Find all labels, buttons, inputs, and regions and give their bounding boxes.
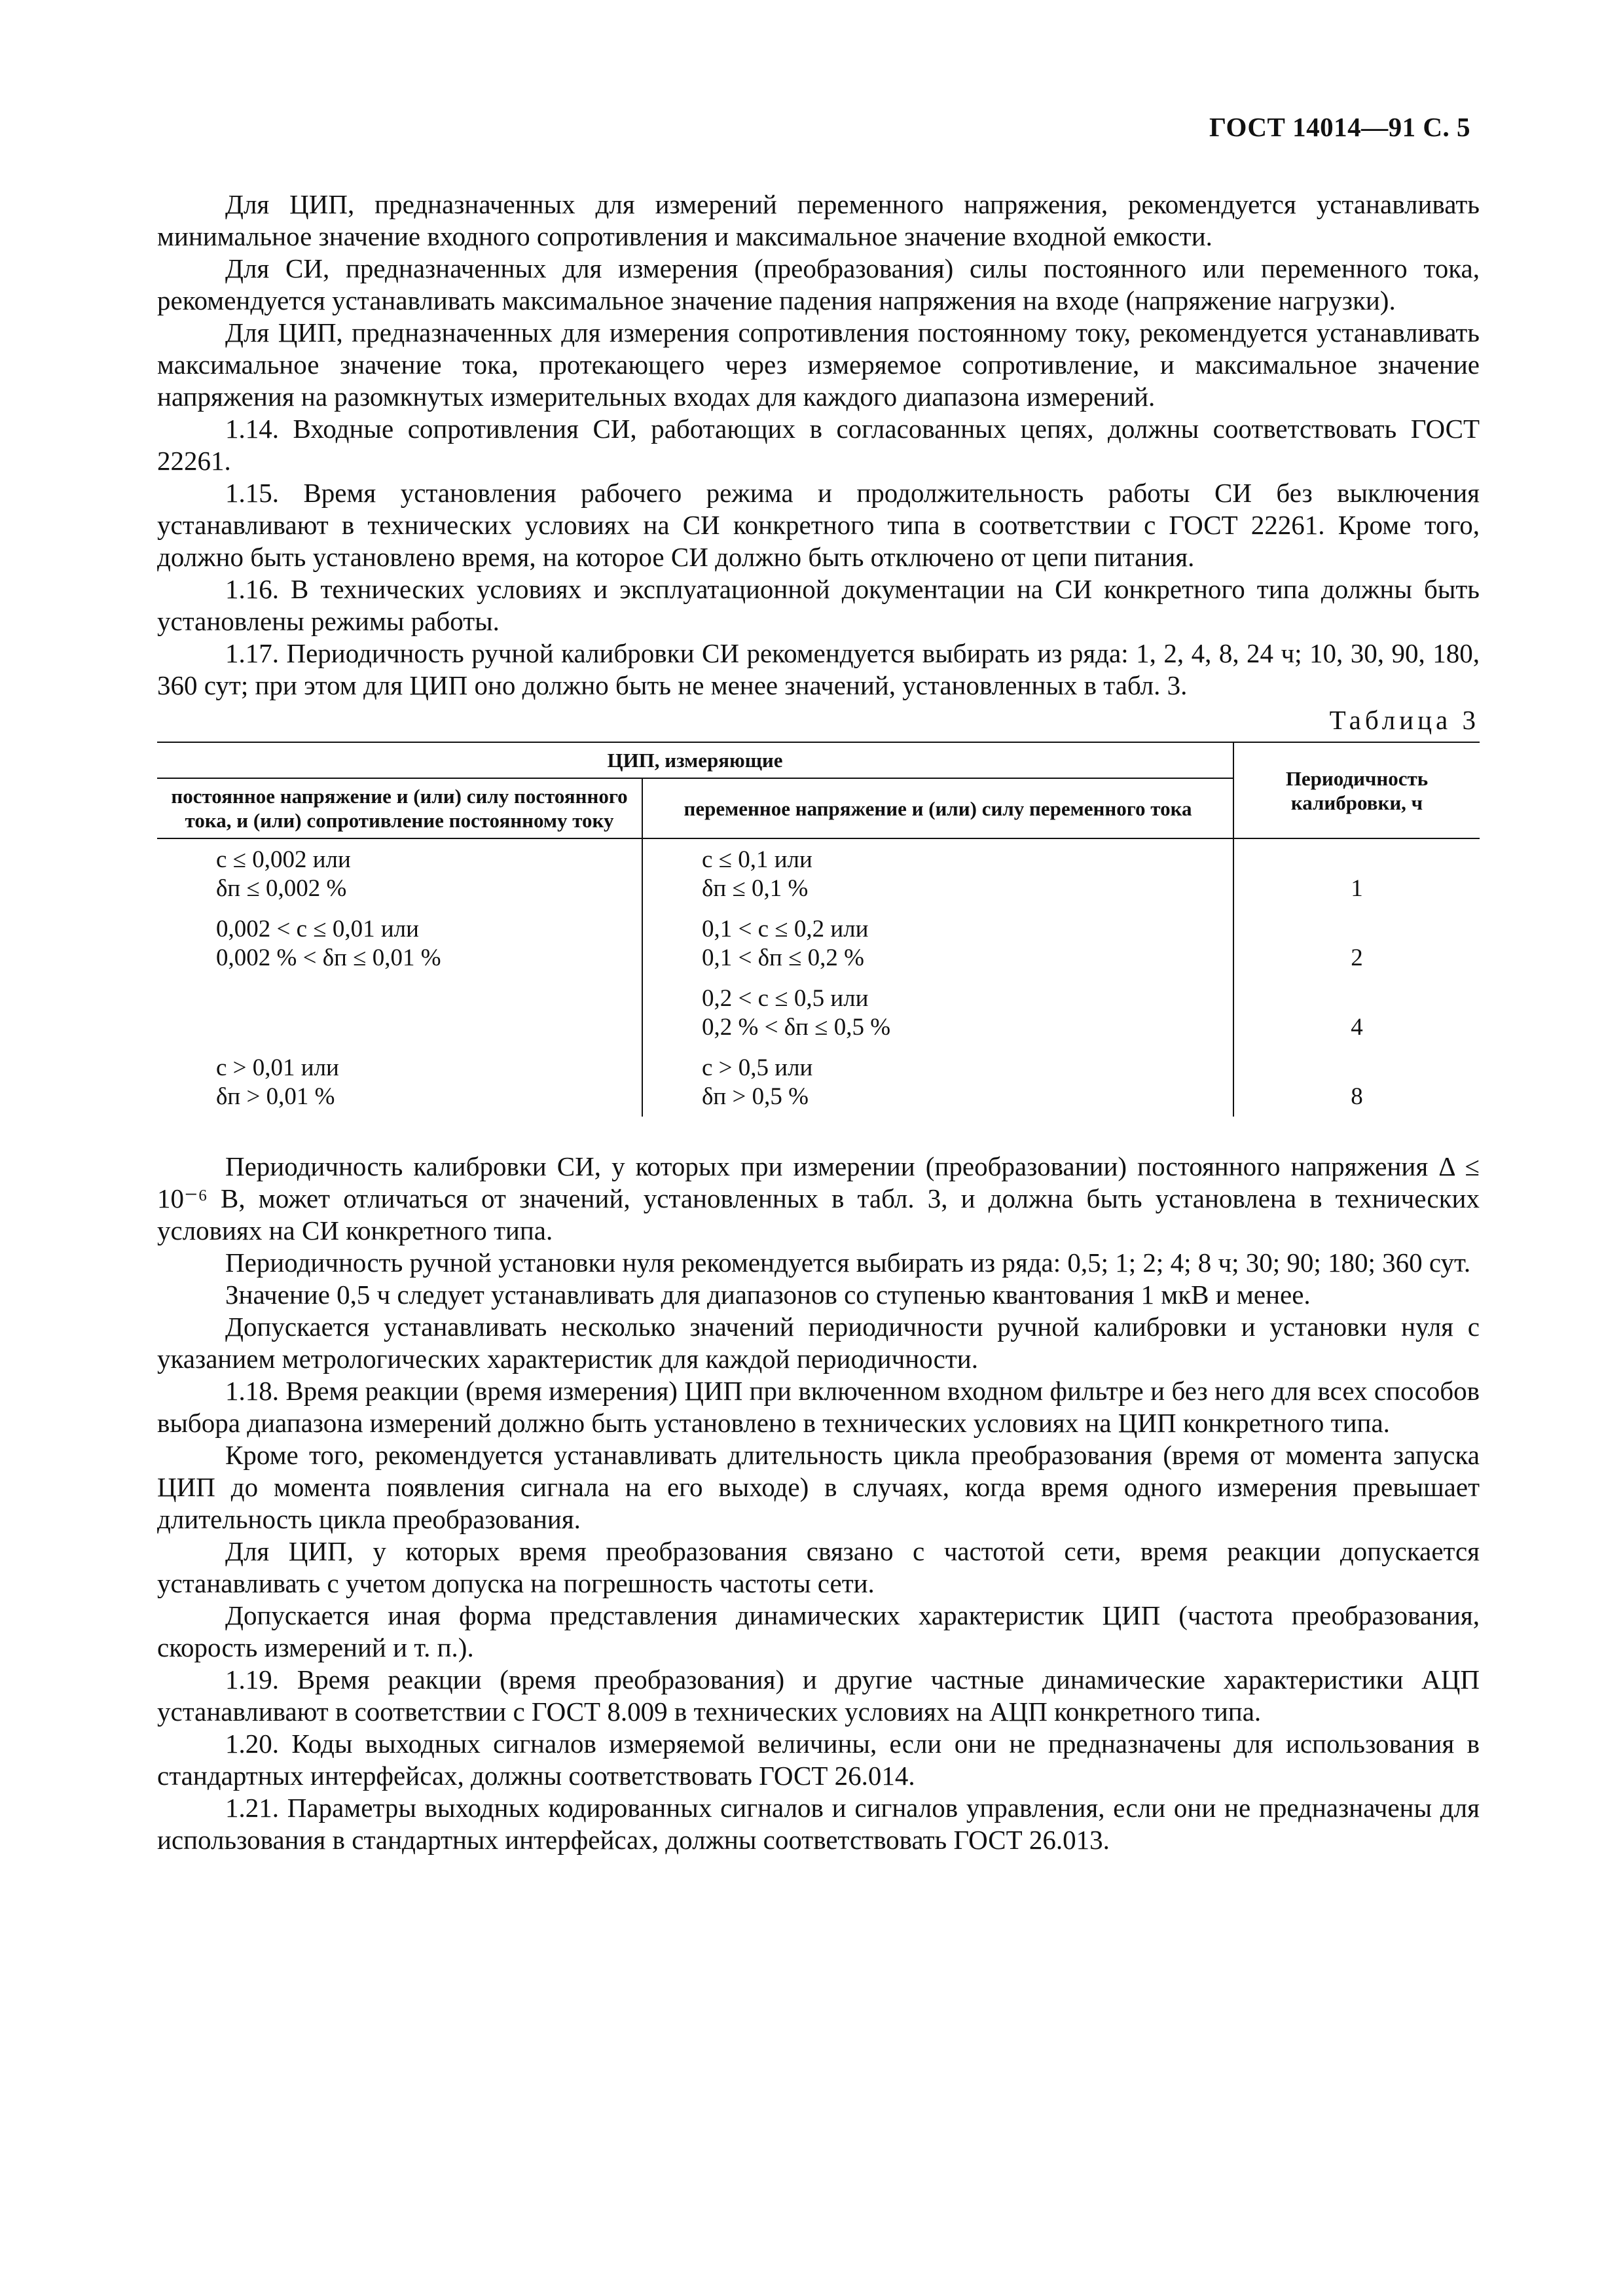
table-cell-period: 2 [1351, 944, 1363, 971]
paragraph-1-16: 1.16. В технических условиях и эксплуатационной документации на СИ конкретного типа должны быть установлены режимы работы. [157, 574, 1480, 636]
table-cell-dc [157, 978, 642, 1047]
table-cell-ac: c ≤ 0,1 или δп ≤ 0,1 % [642, 838, 1233, 908]
table-row [157, 908, 1480, 978]
table-cell-period: 8 [1351, 1083, 1363, 1110]
table-row [157, 978, 1480, 1047]
table-cell-dc: 0,002 < c ≤ 0,01 или 0,002 % < δп ≤ 0,01 % [157, 908, 642, 978]
paragraph: Для СИ, предназначенных для измерения (преобразования) силы постоянного или переменного тока, рекомендуется устанавливать максимальное значение падения напряжения на входе (напряжение нагрузки). [157, 253, 1480, 315]
paragraph-1-15: 1.15. Время установления рабочего режима и продолжительность работы СИ без выключения устанавливают в технических условиях на СИ конкретного типа в соответствии с ГОСТ 22261. Кроме того, должно быть установлено время, на которое СИ должно быть отключено от цепи питания. [157, 478, 1480, 572]
paragraph-1-14: 1.14. Входные сопротивления СИ, работающих в согласованных цепях, должны соответствовать ГОСТ 22261. [157, 414, 1480, 476]
table-row [157, 838, 1480, 908]
table-group-header: ЦИП, измеряющие [157, 742, 1233, 778]
calibration-table [157, 742, 1480, 1117]
paragraph: Значение 0,5 ч следует устанавливать для диапазонов со ступенью квантования 1 мкВ и менее. [225, 1280, 1311, 1310]
table-cell-dc: c > 0,01 или δп > 0,01 % [157, 1047, 642, 1117]
table-caption: Таблица 3 [1329, 705, 1480, 735]
table-header-dc: постоянное напряжение и (или) силу постоянного тока, и (или) сопротивление постоянному току [157, 778, 642, 838]
page-header: ГОСТ 14014—91 С. 5 [1209, 112, 1470, 142]
paragraph: Допускается иная форма представления динамических характеристик ЦИП (частота преобразования, скорость измерений и т. п.). [157, 1600, 1480, 1662]
paragraph: Периодичность калибровки СИ, у которых при измерении (преобразовании) постоянного напряжения Δ ≤ 10⁻⁶ В, может отличаться от значений, установленных в табл. 3, и должна быть установлена в технических условиях на СИ конкретного типа. [157, 1151, 1480, 1246]
paragraph-1-18: 1.18. Время реакции (время измерения) ЦИП при включенном входном фильтре и без него для всех способов выбора диапазона измерений должно быть установлено в технических условиях на ЦИП конкретного типа. [157, 1376, 1480, 1438]
table-cell-period: 4 [1351, 1014, 1363, 1041]
table-row [157, 1047, 1480, 1117]
table-cell-ac: 0,1 < c ≤ 0,2 или 0,1 < δп ≤ 0,2 % [642, 908, 1233, 978]
paragraph: Для ЦИП, у которых время преобразования связано с частотой сети, время реакции допускается устанавливать с учетом допуска на погрешность частоты сети. [157, 1536, 1480, 1598]
table-cell-ac: c > 0,5 или δп > 0,5 % [642, 1047, 1233, 1117]
paragraph-1-19: 1.19. Время реакции (время преобразования) и другие частные динамические характеристики АЦП устанавливают в соответствии с ГОСТ 8.009 в технических условиях на АЦП конкретного типа. [157, 1664, 1480, 1727]
table-cell-dc: c ≤ 0,002 или δп ≤ 0,002 % [157, 838, 642, 908]
table-cell-period: 1 [1351, 875, 1363, 902]
table-header-ac: переменное напряжение и (или) силу переменного тока [642, 778, 1233, 838]
table-cell-ac: 0,2 < c ≤ 0,5 или 0,2 % < δп ≤ 0,5 % [642, 978, 1233, 1047]
table-header-period: Периодичность калибровки, ч [1233, 742, 1480, 838]
paragraph: Периодичность ручной установки нуля рекомендуется выбирать из ряда: 0,5; 1; 2; 4; 8 ч; 30; 90; 180; 360 сут. [225, 1247, 1471, 1278]
paragraph-1-17: 1.17. Периодичность ручной калибровки СИ рекомендуется выбирать из ряда: 1, 2, 4, 8, 24 ч; 10, 30, 90, 180, 360 сут; при этом для ЦИП оно должно быть не менее значений, установленных в табл. 3. [157, 638, 1480, 700]
paragraph: Для ЦИП, предназначенных для измерений переменного напряжения, рекомендуется устанавливать минимальное значение входного сопротивления и максимальное значение входной емкости. [157, 189, 1480, 251]
paragraph: Для ЦИП, предназначенных для измерения сопротивления постоянному току, рекомендуется устанавливать максимальное значение тока, протекающего через измеряемое сопротивление, и максимальное значение напряжения на разомкнутых измерительных входах для каждого диапазона измерений. [157, 317, 1480, 412]
paragraph: Допускается устанавливать несколько значений периодичности ручной калибровки и установки нуля с указанием метрологических характеристик для каждой периодичности. [157, 1312, 1480, 1374]
paragraph-1-21: 1.21. Параметры выходных кодированных сигналов и сигналов управления, если они не предназначены для использования в стандартных интерфейсах, должны соответствовать ГОСТ 26.013. [157, 1793, 1480, 1855]
document-body [157, 188, 1480, 1856]
paragraph: Кроме того, рекомендуется устанавливать длительность цикла преобразования (время от момента запуска ЦИП до момента появления сигнала на его выходе) в случаях, когда время одного измерения превышает длительность цикла преобразования. [157, 1440, 1480, 1534]
paragraph-1-20: 1.20. Коды выходных сигналов измеряемой величины, если они не предназначены для использования в стандартных интерфейсах, должны соответствовать ГОСТ 26.014. [157, 1729, 1480, 1791]
